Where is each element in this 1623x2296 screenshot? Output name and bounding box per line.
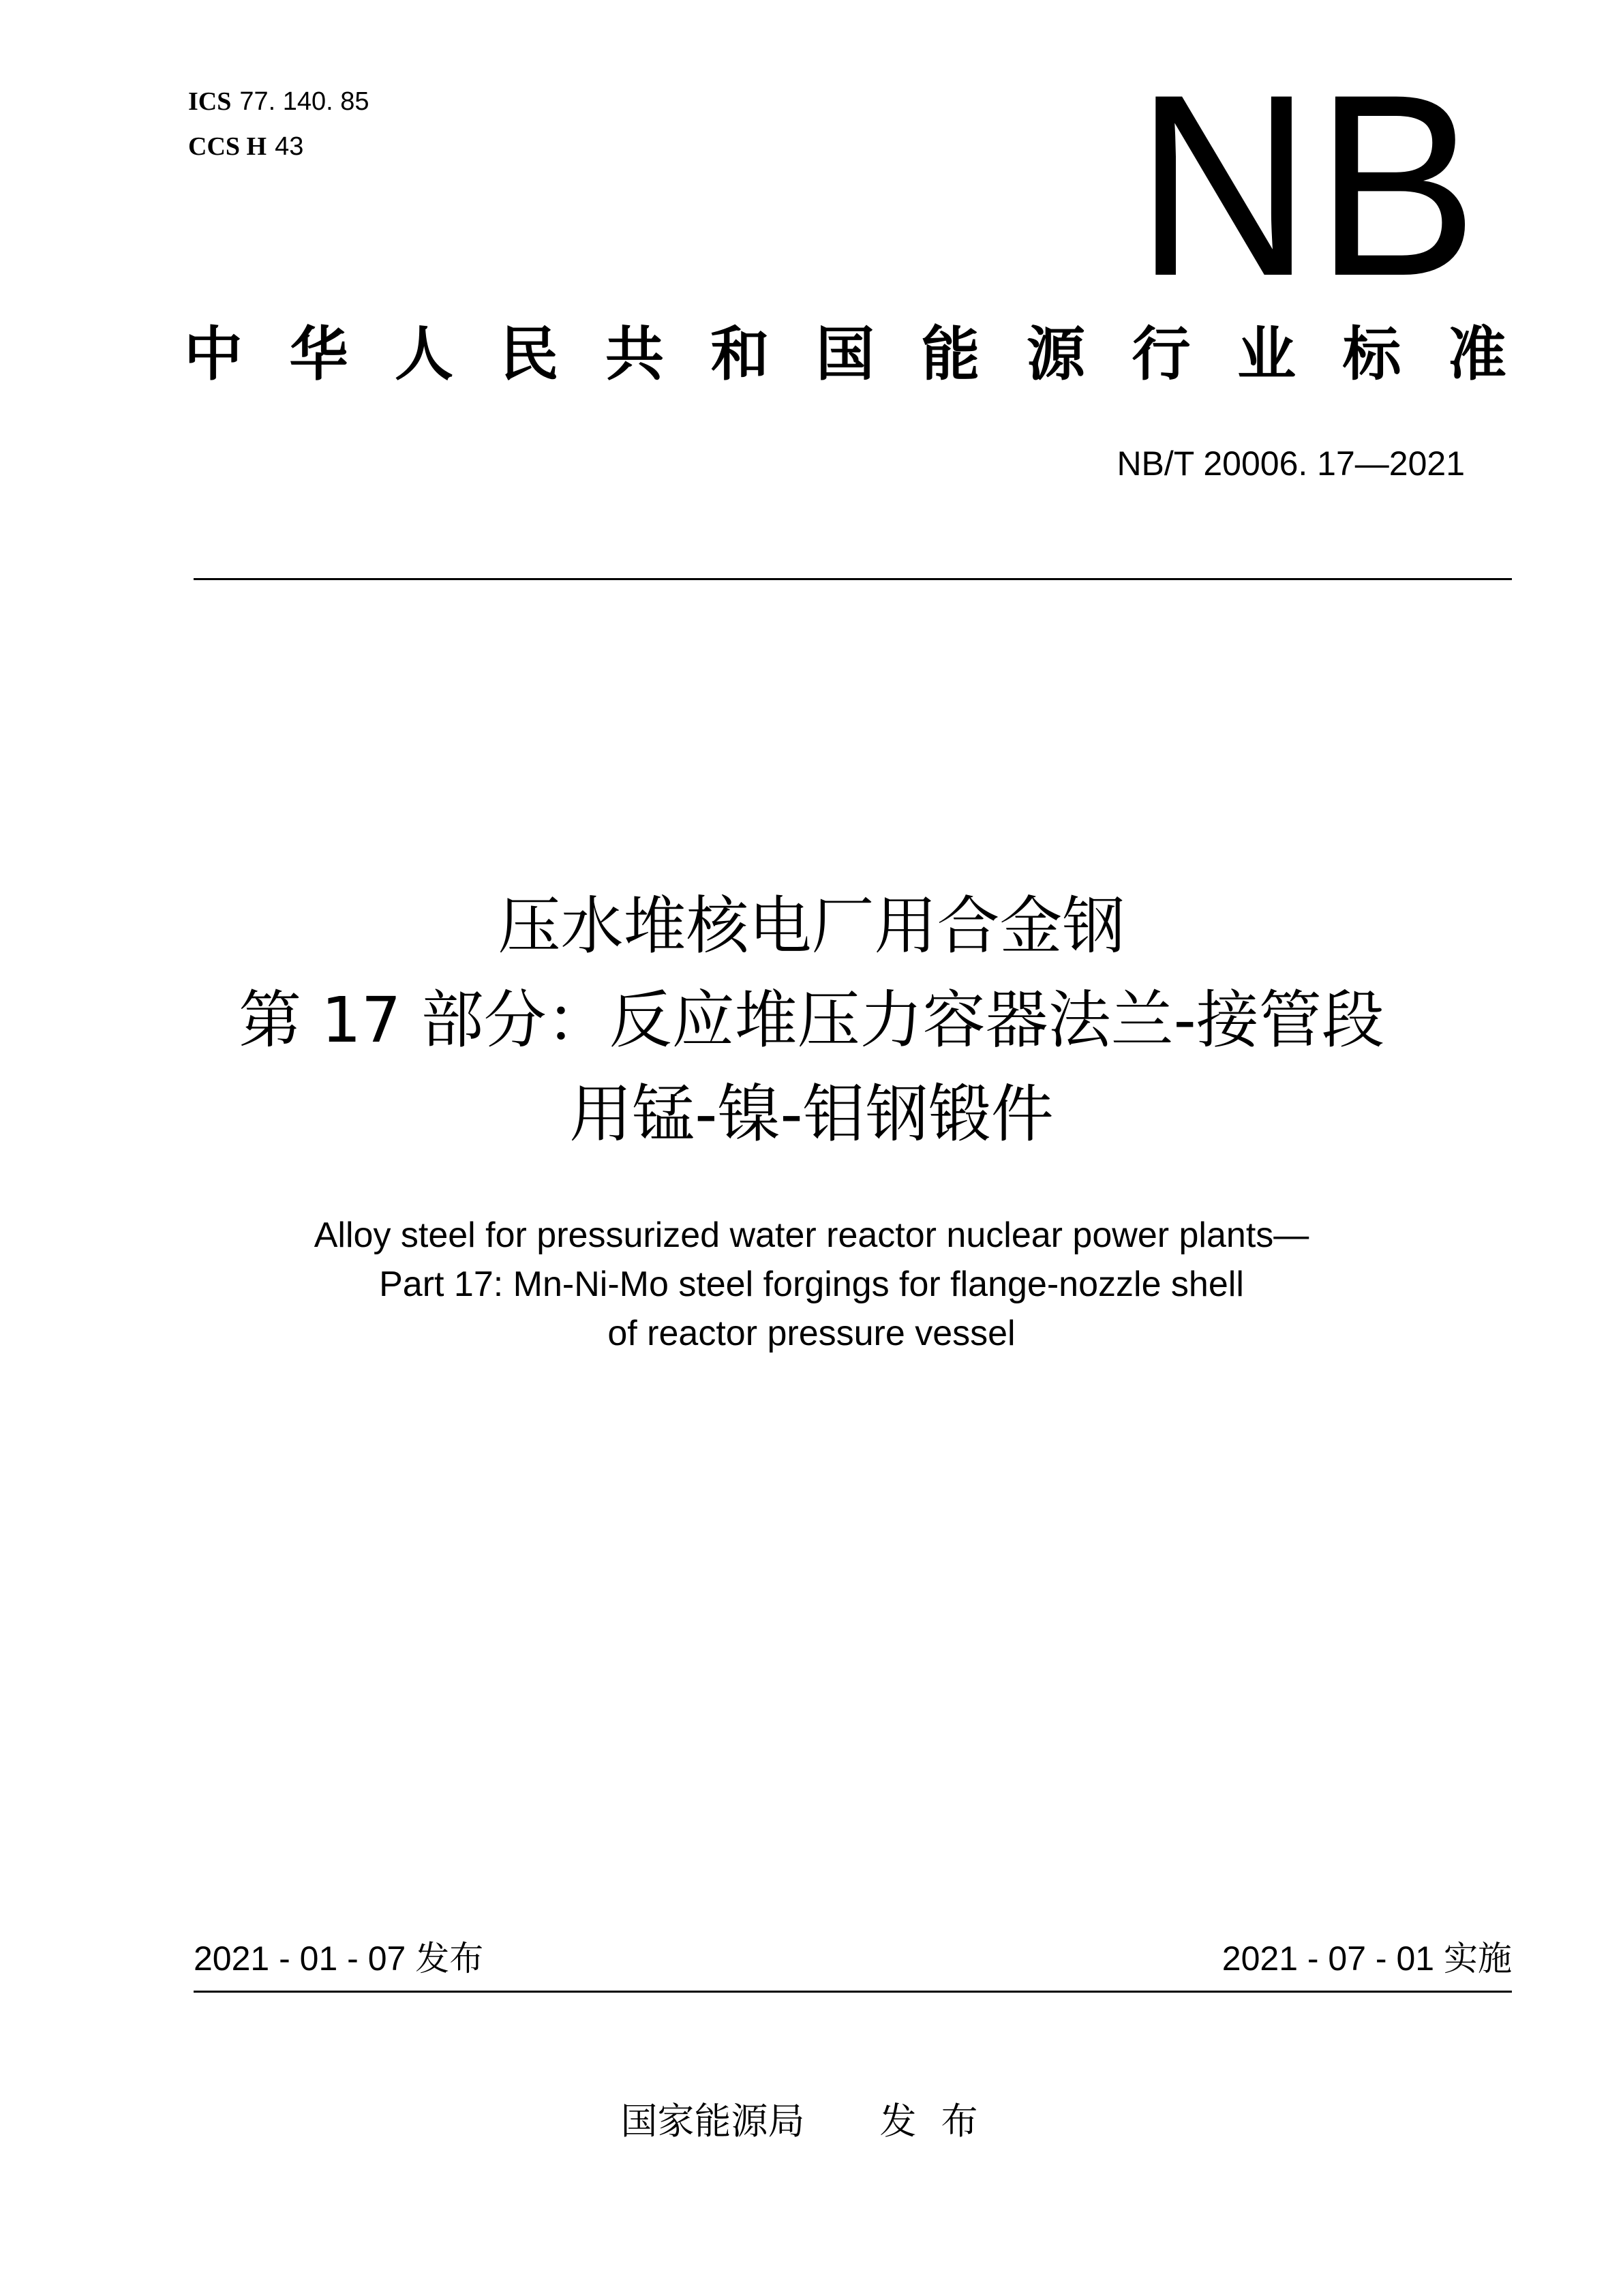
category-char: 业 <box>1237 320 1296 389</box>
title-en-line: Part 17: Mn-Ni-Mo steel forgings for flange-nozzle shell <box>379 1265 1244 1304</box>
category-char: 民 <box>500 320 559 389</box>
issuer-action: 发布 <box>879 2100 1003 2143</box>
issue-date: 2021 - 01 - 07 发布 <box>194 1939 484 1978</box>
ccs-code <box>188 124 369 169</box>
category-char: 华 <box>289 320 348 389</box>
category-char: 标 <box>1342 320 1401 389</box>
category-char: 中 <box>184 320 243 389</box>
category-char: 准 <box>1448 320 1506 389</box>
ics-value: 77. 140. 85 <box>239 87 369 116</box>
standard-number: NB/T 20006. 17—2021 <box>1117 444 1465 483</box>
ccs-label: CCS H <box>188 132 267 161</box>
issuing-authority <box>136 2094 1487 2149</box>
title-en-line: Alloy steel for pressurized water reactor nuclear power plants— <box>314 1215 1309 1255</box>
footer-rule <box>194 1991 1512 1993</box>
category-char: 共 <box>605 320 664 389</box>
category-char: 人 <box>395 320 453 389</box>
ics-code <box>188 79 369 124</box>
category-char: 和 <box>710 320 770 389</box>
title-english <box>136 1211 1487 1358</box>
nb-logo: NB <box>1136 40 1482 330</box>
category-char: 国 <box>816 320 875 389</box>
category-char: 能 <box>921 320 980 389</box>
title-cn-line: 第 17 部分：反应堆压力容器法兰-接管段 <box>239 984 1384 1057</box>
issuer-name: 国家能源局 <box>620 2100 805 2143</box>
title-chinese <box>136 879 1487 1162</box>
category-char: 源 <box>1027 320 1085 389</box>
standard-category <box>184 314 1506 395</box>
category-char: 行 <box>1132 320 1191 389</box>
classification-codes <box>188 79 369 169</box>
implementation-date: 2021 - 07 - 01 实施 <box>1222 1939 1512 1978</box>
header-rule <box>194 578 1512 580</box>
title-cn-line: 用锰-镍-钼钢锻件 <box>569 1078 1054 1151</box>
title-en-line: of reactor pressure vessel <box>607 1314 1016 1353</box>
ccs-value: 43 <box>275 132 304 161</box>
ics-label: ICS <box>188 87 232 116</box>
title-cn-line: 压水堆核电厂用合金钢 <box>498 890 1125 963</box>
